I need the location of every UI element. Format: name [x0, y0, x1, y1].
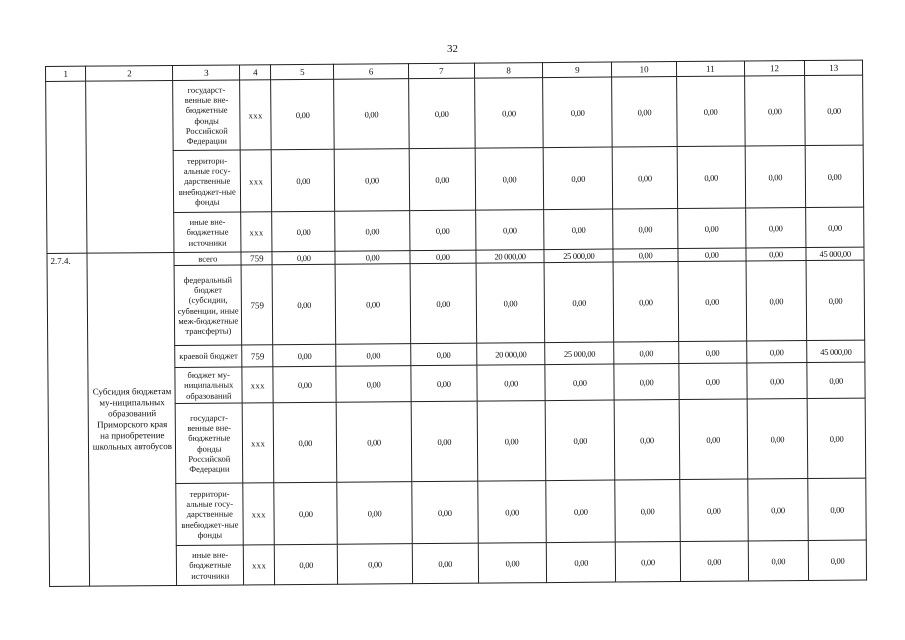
- header-cell: 7: [408, 63, 474, 79]
- value-cell: 0,00: [746, 363, 807, 399]
- value-cell: 0,00: [275, 544, 338, 584]
- value-cell: 0,00: [612, 147, 677, 210]
- table-row: [46, 75, 864, 151]
- value-cell: 45 000,00: [806, 247, 864, 260]
- source-cell: иные вне-бюджетные источники: [177, 545, 244, 586]
- value-cell: 0,00: [477, 401, 546, 482]
- value-cell: 0,00: [679, 363, 747, 400]
- header-cell: 1: [46, 66, 87, 81]
- value-cell: 0,00: [410, 263, 476, 344]
- code-cell: ххх: [243, 483, 275, 545]
- value-cell: 0,00: [613, 249, 678, 263]
- header-cell: 11: [676, 61, 744, 77]
- source-cell: государст-венные вне-бюджетные фонды Российской Федерации: [176, 403, 243, 484]
- header-cell: 2: [86, 65, 173, 81]
- value-cell: 0,00: [474, 78, 543, 149]
- value-cell: 0,00: [807, 398, 865, 478]
- value-cell: 0,00: [745, 146, 806, 208]
- value-cell: 0,00: [335, 264, 410, 345]
- value-cell: 0,00: [809, 540, 867, 580]
- value-cell: 0,00: [478, 543, 547, 584]
- value-cell: 0,00: [272, 251, 335, 264]
- source-cell: территори-альные госу-дарственные внебюджет-ные фонды: [174, 150, 241, 213]
- value-cell: 0,00: [615, 542, 680, 583]
- value-cell: 0,00: [274, 402, 337, 482]
- value-cell: 0,00: [411, 401, 477, 482]
- header-cell: 3: [173, 65, 240, 81]
- value-cell: 0,00: [546, 400, 615, 481]
- source-cell: федеральный бюджет (субсидии, субвенции, иные меж-бюджетные трансферты): [174, 265, 241, 346]
- budget-table: [45, 60, 867, 587]
- code-cell: 759: [241, 265, 273, 345]
- value-cell: 0,00: [271, 79, 334, 149]
- source-cell: всего: [174, 252, 241, 266]
- header-cell: 12: [744, 61, 805, 76]
- header-cell: 6: [334, 64, 409, 80]
- page-number: 32: [447, 43, 458, 55]
- value-cell: 0,00: [679, 341, 747, 364]
- code-cell: ххх: [242, 403, 274, 483]
- value-cell: 0,00: [613, 262, 678, 343]
- header-cell: 8: [474, 63, 543, 79]
- value-cell: 0,00: [336, 402, 411, 483]
- value-cell: 0,00: [676, 76, 744, 147]
- code-cell: 759: [241, 252, 272, 265]
- value-cell: 0,00: [808, 478, 866, 540]
- value-cell: 0,00: [805, 75, 863, 145]
- value-cell: 0,00: [336, 366, 411, 403]
- code-cell: ххх: [240, 80, 272, 150]
- value-cell: 0,00: [475, 148, 544, 211]
- header-cell: 5: [271, 64, 334, 79]
- value-cell: 0,00: [747, 399, 808, 479]
- value-cell: 25 000,00: [545, 342, 614, 365]
- value-cell: 45 000,00: [807, 340, 865, 362]
- row-name-cell: [86, 80, 174, 253]
- value-cell: 0,00: [544, 209, 613, 250]
- value-cell: 0,00: [680, 479, 748, 542]
- value-cell: 0,00: [746, 248, 807, 261]
- value-cell: 0,00: [410, 210, 476, 251]
- value-cell: 0,00: [273, 264, 336, 344]
- source-cell: иные вне-бюджетные источники: [174, 212, 241, 253]
- value-cell: 0,00: [336, 344, 411, 367]
- value-cell: 0,00: [410, 250, 476, 264]
- value-cell: 0,00: [337, 544, 412, 585]
- value-cell: 0,00: [806, 260, 864, 340]
- value-cell: 20 000,00: [476, 250, 545, 264]
- value-cell: 0,00: [677, 146, 745, 209]
- value-cell: 0,00: [544, 147, 613, 210]
- value-cell: 0,00: [545, 364, 614, 401]
- value-cell: 0,00: [806, 207, 864, 247]
- source-cell: территори-альные госу-дарственные внебюджет-ные фонды: [176, 483, 243, 546]
- value-cell: 0,00: [547, 542, 616, 583]
- table-body: [46, 60, 867, 586]
- value-cell: 0,00: [477, 365, 546, 402]
- header-cell: 13: [805, 60, 863, 75]
- value-cell: 0,00: [615, 480, 680, 543]
- value-cell: 0,00: [614, 400, 679, 481]
- value-cell: 25 000,00: [544, 249, 613, 263]
- value-cell: 0,00: [614, 342, 679, 365]
- value-cell: 0,00: [807, 362, 865, 398]
- header-cell: 9: [543, 62, 612, 78]
- value-cell: 0,00: [477, 481, 546, 544]
- value-cell: 0,00: [546, 480, 615, 543]
- value-cell: 0,00: [679, 399, 747, 480]
- source-cell: бюджет му-ниципальных образований: [175, 367, 242, 404]
- row-index-cell: 2.7.4.: [47, 253, 90, 586]
- value-cell: 0,00: [614, 364, 679, 401]
- source-cell: краевой бюджет: [175, 345, 242, 368]
- value-cell: 0,00: [680, 541, 748, 582]
- code-cell: ххх: [240, 150, 272, 212]
- value-cell: 0,00: [337, 482, 412, 545]
- value-cell: 0,00: [335, 211, 410, 252]
- value-cell: 0,00: [335, 251, 410, 265]
- value-cell: 0,00: [747, 479, 808, 541]
- value-cell: 0,00: [274, 482, 337, 544]
- row-index-cell: [46, 81, 88, 253]
- row-name-cell: Субсидия бюджетам му-ниципальных образований Приморского края на приобретение школьных автобусов: [87, 252, 177, 586]
- value-cell: 0,00: [273, 366, 336, 402]
- value-cell: 0,00: [272, 149, 335, 211]
- value-cell: 0,00: [613, 209, 678, 250]
- value-cell: 0,00: [612, 77, 677, 148]
- value-cell: 0,00: [411, 365, 477, 402]
- value-cell: 0,00: [476, 263, 545, 344]
- value-cell: 0,00: [544, 262, 613, 343]
- value-cell: 0,00: [273, 344, 336, 366]
- value-cell: 0,00: [409, 148, 475, 211]
- value-cell: 0,00: [744, 76, 805, 146]
- header-cell: 4: [240, 65, 271, 80]
- value-cell: 0,00: [746, 341, 807, 363]
- value-cell: 0,00: [748, 541, 809, 581]
- value-cell: 0,00: [475, 210, 544, 251]
- value-cell: 0,00: [409, 78, 475, 149]
- value-cell: 0,00: [678, 261, 746, 342]
- value-cell: 0,00: [678, 208, 746, 249]
- source-cell: государст-венные вне-бюджетные фонды Российской Федерации: [173, 80, 240, 151]
- value-cell: 0,00: [543, 77, 612, 148]
- value-cell: 0,00: [272, 211, 335, 251]
- value-cell: 0,00: [805, 145, 863, 207]
- value-cell: 0,00: [334, 149, 409, 212]
- value-cell: 0,00: [745, 208, 806, 248]
- value-cell: 0,00: [746, 261, 807, 341]
- header-cell: 10: [612, 62, 677, 78]
- code-cell: ххх: [242, 367, 274, 403]
- value-cell: 0,00: [334, 79, 409, 150]
- value-cell: 0,00: [412, 543, 478, 584]
- code-cell: ххх: [243, 545, 275, 585]
- value-cell: 0,00: [412, 481, 478, 544]
- code-cell: 759: [242, 345, 274, 367]
- value-cell: 0,00: [678, 248, 746, 262]
- value-cell: 0,00: [411, 343, 477, 366]
- value-cell: 20 000,00: [476, 343, 545, 366]
- code-cell: ххх: [241, 212, 273, 252]
